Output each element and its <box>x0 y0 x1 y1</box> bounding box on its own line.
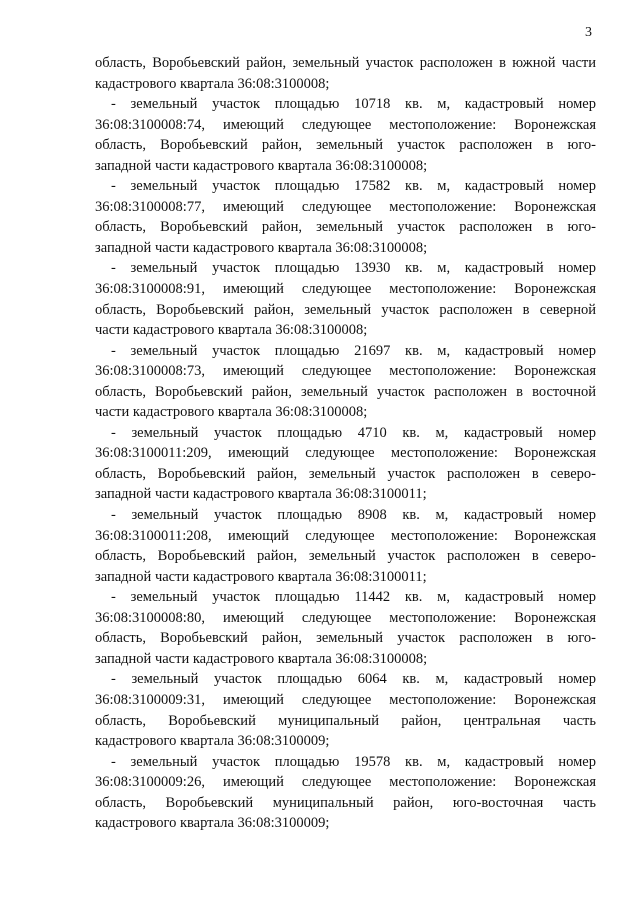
text-line: западной части кадастрового квартала 36:08:3100008; <box>95 650 428 667</box>
document-body <box>95 53 596 834</box>
text-line: - земельный участок площадью 8908 кв. м, кадастровый номер <box>111 507 596 524</box>
text-line: 36:08:3100009:31, имеющий следующее местоположение: Воронежская <box>95 691 596 708</box>
text-line: 36:08:3100008:91, имеющий следующее местоположение: Воронежская <box>95 281 596 298</box>
text-line: кадастрового квартала 36:08:3100009; <box>95 733 330 750</box>
text-line: - земельный участок площадью 10718 кв. м, кадастровый номер <box>111 96 596 113</box>
text-line: - земельный участок площадью 17582 кв. м, кадастровый номер <box>111 178 596 195</box>
page-number: 3 <box>585 25 592 40</box>
text-line: 36:08:3100008:80, имеющий следующее местоположение: Воронежская <box>95 609 596 626</box>
text-line: 36:08:3100011:209, имеющий следующее местоположение: Воронежская <box>95 445 596 462</box>
text-line: западной части кадастрового квартала 36:08:3100011; <box>95 486 427 503</box>
text-line: 36:08:3100011:208, имеющий следующее местоположение: Воронежская <box>95 527 596 544</box>
text-line: - земельный участок площадью 21697 кв. м, кадастровый номер <box>111 342 596 359</box>
text-line: область, Воробьевский муниципальный район, центральная часть <box>95 712 596 729</box>
text-line: область, Воробьевский район, земельный участок расположен в северо- <box>95 465 596 482</box>
text-line: 36:08:3100008:73, имеющий следующее местоположение: Воронежская <box>95 363 596 380</box>
text-line: западной части кадастрового квартала 36:08:3100008; <box>95 239 428 256</box>
text-line: части кадастрового квартала 36:08:3100008; <box>95 404 368 421</box>
text-line: область, Воробьевский район, земельный участок расположен в северной <box>95 301 596 318</box>
text-line: область, Воробьевский муниципальный район, юго-восточная часть <box>95 794 596 811</box>
text-line: область, Воробьевский район, земельный участок расположен в юго- <box>95 219 596 236</box>
text-line: 36:08:3100009:26, имеющий следующее местоположение: Воронежская <box>95 774 596 791</box>
text-line: - земельный участок площадью 11442 кв. м, кадастровый номер <box>111 589 596 606</box>
text-line: область, Воробьевский район, земельный участок расположен в южной части <box>95 55 596 71</box>
text-line: кадастрового квартала 36:08:3100009; <box>95 815 330 832</box>
text-line: область, Воробьевский район, земельный участок расположен в северо- <box>95 548 596 565</box>
text-line: 36:08:3100008:74, имеющий следующее местоположение: Воронежская <box>95 116 596 133</box>
text-line: части кадастрового квартала 36:08:3100008; <box>95 322 368 339</box>
text-line: - земельный участок площадью 13930 кв. м, кадастровый номер <box>111 260 596 277</box>
text-line: область, Воробьевский район, земельный участок расположен в юго- <box>95 630 596 647</box>
text-line: - земельный участок площадью 4710 кв. м, кадастровый номер <box>111 424 596 441</box>
text-line: кадастрового квартала 36:08:3100008; <box>95 75 330 92</box>
text-line: область, Воробьевский район, земельный участок расположен в восточной <box>95 383 596 400</box>
text-line: 36:08:3100008:77, имеющий следующее местоположение: Воронежская <box>95 198 596 215</box>
text-line: - земельный участок площадью 6064 кв. м, кадастровый номер <box>111 671 596 688</box>
text-line: - земельный участок площадью 19578 кв. м, кадастровый номер <box>111 753 596 770</box>
text-line: западной части кадастрового квартала 36:08:3100011; <box>95 568 427 585</box>
text-line: область, Воробьевский район, земельный участок расположен в юго- <box>95 137 596 154</box>
text-line: западной части кадастрового квартала 36:08:3100008; <box>95 157 428 174</box>
